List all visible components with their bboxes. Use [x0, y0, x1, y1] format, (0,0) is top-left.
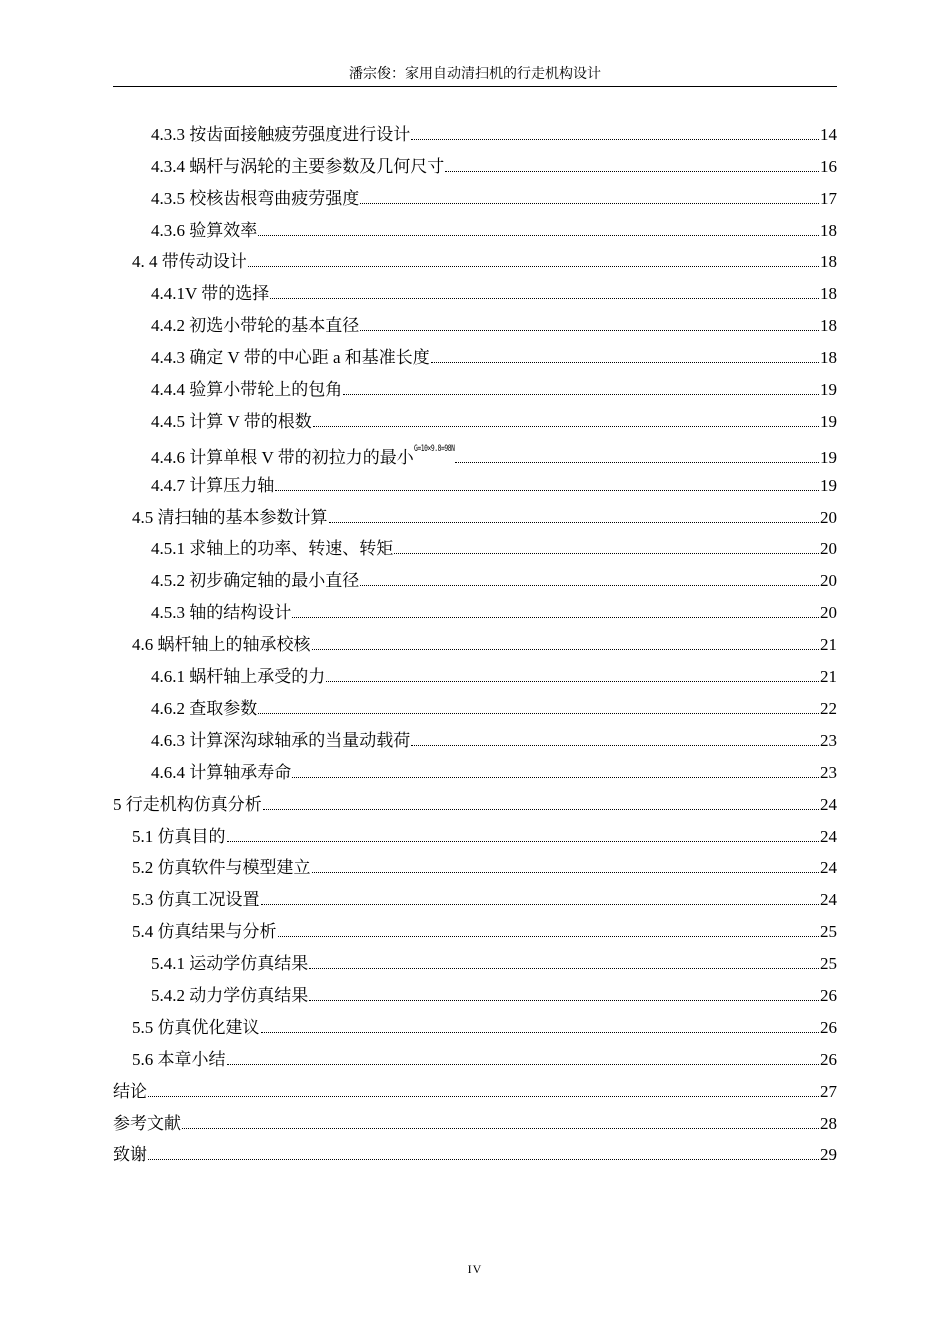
toc-entry-title: 4.4.2 初选小带轮的基本直径 [151, 316, 360, 336]
toc-dot-leader [394, 553, 819, 554]
toc-entry-conclusion[interactable] [113, 1073, 837, 1105]
toc-dot-leader [248, 266, 819, 267]
page-header-title: 潘宗俊：家用自动清扫机的行走机构设计 [349, 67, 601, 82]
toc-entry-title: 4.4.6 计算单根 V 带的初拉力的最小 [151, 448, 414, 468]
toc-entry-4-4-1[interactable] [113, 275, 837, 307]
toc-entry-4-3-5[interactable] [113, 180, 837, 212]
toc-entry-page: 20 [820, 507, 837, 527]
toc-dot-leader [258, 713, 819, 714]
toc-entry-title: 参考文献 [113, 1113, 181, 1133]
toc-entry-title: 5.4.2 动力学仿真结果 [151, 985, 309, 1005]
toc-entry-5-6[interactable] [113, 1041, 837, 1073]
toc-entry-4-3-6[interactable] [113, 212, 837, 244]
toc-entry-title: 4.6.1 蜗杆轴上承受的力 [151, 667, 326, 687]
toc-entry-title: 4.5.3 轴的结构设计 [151, 603, 292, 623]
toc-dot-leader [360, 585, 819, 586]
toc-entry-page: 28 [820, 1113, 837, 1133]
toc-entry-title: 5.4.1 运动学仿真结果 [151, 954, 309, 974]
toc-entry-4-3-4[interactable] [113, 148, 837, 180]
toc-dot-leader [343, 394, 819, 395]
toc-dot-leader [313, 426, 819, 427]
toc-entry-page: 24 [820, 858, 837, 878]
toc-dot-leader [309, 1000, 819, 1001]
toc-entry-4-3-3[interactable] [113, 116, 837, 148]
toc-entry-4-4[interactable] [113, 244, 837, 276]
toc-entry-page: 26 [820, 1049, 837, 1069]
toc-entry-4-6-3[interactable] [113, 722, 837, 754]
toc-entry-4-6-2[interactable] [113, 690, 837, 722]
toc-entry-page: 20 [820, 539, 837, 559]
toc-dot-leader [148, 1159, 819, 1160]
toc-entry-title: 4. 4 带传动设计 [132, 252, 247, 272]
toc-entry-page: 16 [820, 156, 837, 176]
toc-entry-4-6-1[interactable] [113, 658, 837, 690]
toc-dot-leader [431, 362, 819, 363]
toc-dot-leader [261, 1032, 820, 1033]
toc-dot-leader [411, 139, 819, 140]
toc-dot-leader [445, 171, 819, 172]
toc-entry-page: 24 [820, 890, 837, 910]
toc-dot-leader [292, 777, 819, 778]
toc-entry-4-4-4[interactable] [113, 371, 837, 403]
toc-dot-leader [227, 1064, 820, 1065]
toc-entry-page: 14 [820, 124, 837, 144]
toc-entry-page: 19 [820, 411, 837, 431]
toc-dot-leader [261, 904, 820, 905]
header-divider [113, 86, 837, 87]
toc-entry-5-4[interactable] [113, 913, 837, 945]
toc-entry-page: 18 [820, 252, 837, 272]
toc-entry-title: 5.5 仿真优化建议 [132, 1017, 260, 1037]
toc-entry-title: 4.6 蜗杆轴上的轴承校核 [132, 635, 311, 655]
toc-entry-title: 结论 [113, 1081, 147, 1101]
toc-entry-title: 4.4.7 计算压力轴 [151, 475, 275, 495]
toc-dot-leader [360, 203, 819, 204]
toc-dot-leader [227, 841, 820, 842]
table-of-contents [113, 116, 837, 1168]
toc-dot-leader [455, 462, 819, 463]
toc-entry-5-1[interactable] [113, 818, 837, 850]
toc-dot-leader [312, 872, 820, 873]
toc-entry-page: 19 [820, 448, 837, 468]
toc-entry-4-4-5[interactable] [113, 403, 837, 435]
toc-entry-page: 20 [820, 571, 837, 591]
toc-entry-title: 4.5.2 初步确定轴的最小直径 [151, 571, 360, 591]
toc-entry-5-3[interactable] [113, 881, 837, 913]
toc-entry-title: 4.3.6 验算效率 [151, 220, 258, 240]
toc-entry-title: 5.3 仿真工况设置 [132, 890, 260, 910]
toc-entry-title: 致谢 [113, 1145, 147, 1165]
toc-entry-title: 4.6.4 计算轴承寿命 [151, 762, 292, 782]
toc-entry-page: 24 [820, 794, 837, 814]
toc-entry-title: 4.6.2 查取参数 [151, 698, 258, 718]
toc-dot-leader [278, 936, 820, 937]
toc-entry-5-4-2[interactable] [113, 977, 837, 1009]
toc-entry-4-6-4[interactable] [113, 754, 837, 786]
inline-formula: G=10×9.8=98N [413, 444, 455, 455]
toc-dot-leader [292, 617, 819, 618]
toc-entry-title: 4.6.3 计算深沟球轴承的当量动载荷 [151, 730, 411, 750]
toc-entry-page: 18 [820, 316, 837, 336]
toc-entry-4-4-2[interactable] [113, 307, 837, 339]
toc-entry-title: 5.1 仿真目的 [132, 826, 226, 846]
toc-entry-page: 24 [820, 826, 837, 846]
toc-entry-title: 4.5 清扫轴的基本参数计算 [132, 507, 328, 527]
toc-entry-4-4-6[interactable] [113, 435, 837, 472]
toc-entry-page: 18 [820, 284, 837, 304]
toc-entry-5[interactable] [113, 786, 837, 818]
toc-entry-page: 25 [820, 954, 837, 974]
toc-entry-4-5[interactable] [113, 499, 837, 531]
toc-entry-title: 4.4.5 计算 V 带的根数 [151, 411, 312, 431]
toc-entry-title: 5.6 本章小结 [132, 1049, 226, 1069]
toc-entry-4-5-1[interactable] [113, 531, 837, 563]
toc-dot-leader [263, 809, 819, 810]
toc-entry-page: 21 [820, 635, 837, 655]
toc-dot-leader [411, 745, 819, 746]
toc-dot-leader [182, 1128, 819, 1129]
toc-entry-5-4-1[interactable] [113, 945, 837, 977]
toc-dot-leader [148, 1096, 819, 1097]
toc-entry-page: 21 [820, 667, 837, 687]
toc-entry-page: 27 [820, 1081, 837, 1101]
toc-entry-acknowledgements[interactable] [113, 1137, 837, 1169]
toc-entry-page: 17 [820, 188, 837, 208]
toc-entry-title: 4.3.5 校核齿根弯曲疲劳强度 [151, 188, 360, 208]
toc-entry-title: 4.3.3 按齿面接触疲劳强度进行设计 [151, 124, 411, 144]
toc-entry-title: 5.2 仿真软件与模型建立 [132, 858, 311, 878]
toc-entry-page: 29 [820, 1145, 837, 1165]
toc-dot-leader [326, 681, 819, 682]
toc-entry-page: 18 [820, 348, 837, 368]
toc-entry-page: 25 [820, 922, 837, 942]
toc-entry-title-group [151, 439, 454, 471]
toc-entry-4-6[interactable] [113, 626, 837, 658]
toc-entry-page: 18 [820, 220, 837, 240]
toc-entry-page: 23 [820, 730, 837, 750]
toc-entry-title: 5 行走机构仿真分析 [113, 794, 262, 814]
toc-entry-page: 22 [820, 698, 837, 718]
toc-entry-title: 5.4 仿真结果与分析 [132, 922, 277, 942]
toc-dot-leader [270, 298, 819, 299]
toc-entry-page: 23 [820, 762, 837, 782]
toc-entry-page: 26 [820, 985, 837, 1005]
toc-entry-4-5-2[interactable] [113, 562, 837, 594]
toc-entry-title: 4.3.4 蜗杆与涡轮的主要参数及几何尺寸 [151, 156, 445, 176]
toc-entry-4-4-3[interactable] [113, 339, 837, 371]
toc-entry-title: 4.4.4 验算小带轮上的包角 [151, 380, 343, 400]
toc-entry-5-5[interactable] [113, 1009, 837, 1041]
toc-entry-page: 19 [820, 380, 837, 400]
toc-entry-title: 4.4.1V 带的选择 [151, 284, 270, 304]
toc-dot-leader [360, 330, 819, 331]
toc-entry-page: 26 [820, 1017, 837, 1037]
toc-entry-5-2[interactable] [113, 850, 837, 882]
toc-dot-leader [329, 522, 820, 523]
toc-entry-title: 4.5.1 求轴上的功率、转速、转矩 [151, 539, 394, 559]
toc-entry-4-5-3[interactable] [113, 594, 837, 626]
toc-dot-leader [275, 490, 819, 491]
toc-dot-leader [309, 968, 819, 969]
toc-entry-title: 4.4.3 确定 V 带的中心距 a 和基准长度 [151, 348, 430, 368]
toc-dot-leader [312, 649, 820, 650]
toc-entry-page: 20 [820, 603, 837, 623]
toc-entry-page: 19 [820, 475, 837, 495]
toc-dot-leader [258, 235, 819, 236]
page-number: IV [467, 1262, 483, 1276]
toc-entry-references[interactable] [113, 1105, 837, 1137]
toc-entry-4-4-7[interactable] [113, 471, 837, 498]
